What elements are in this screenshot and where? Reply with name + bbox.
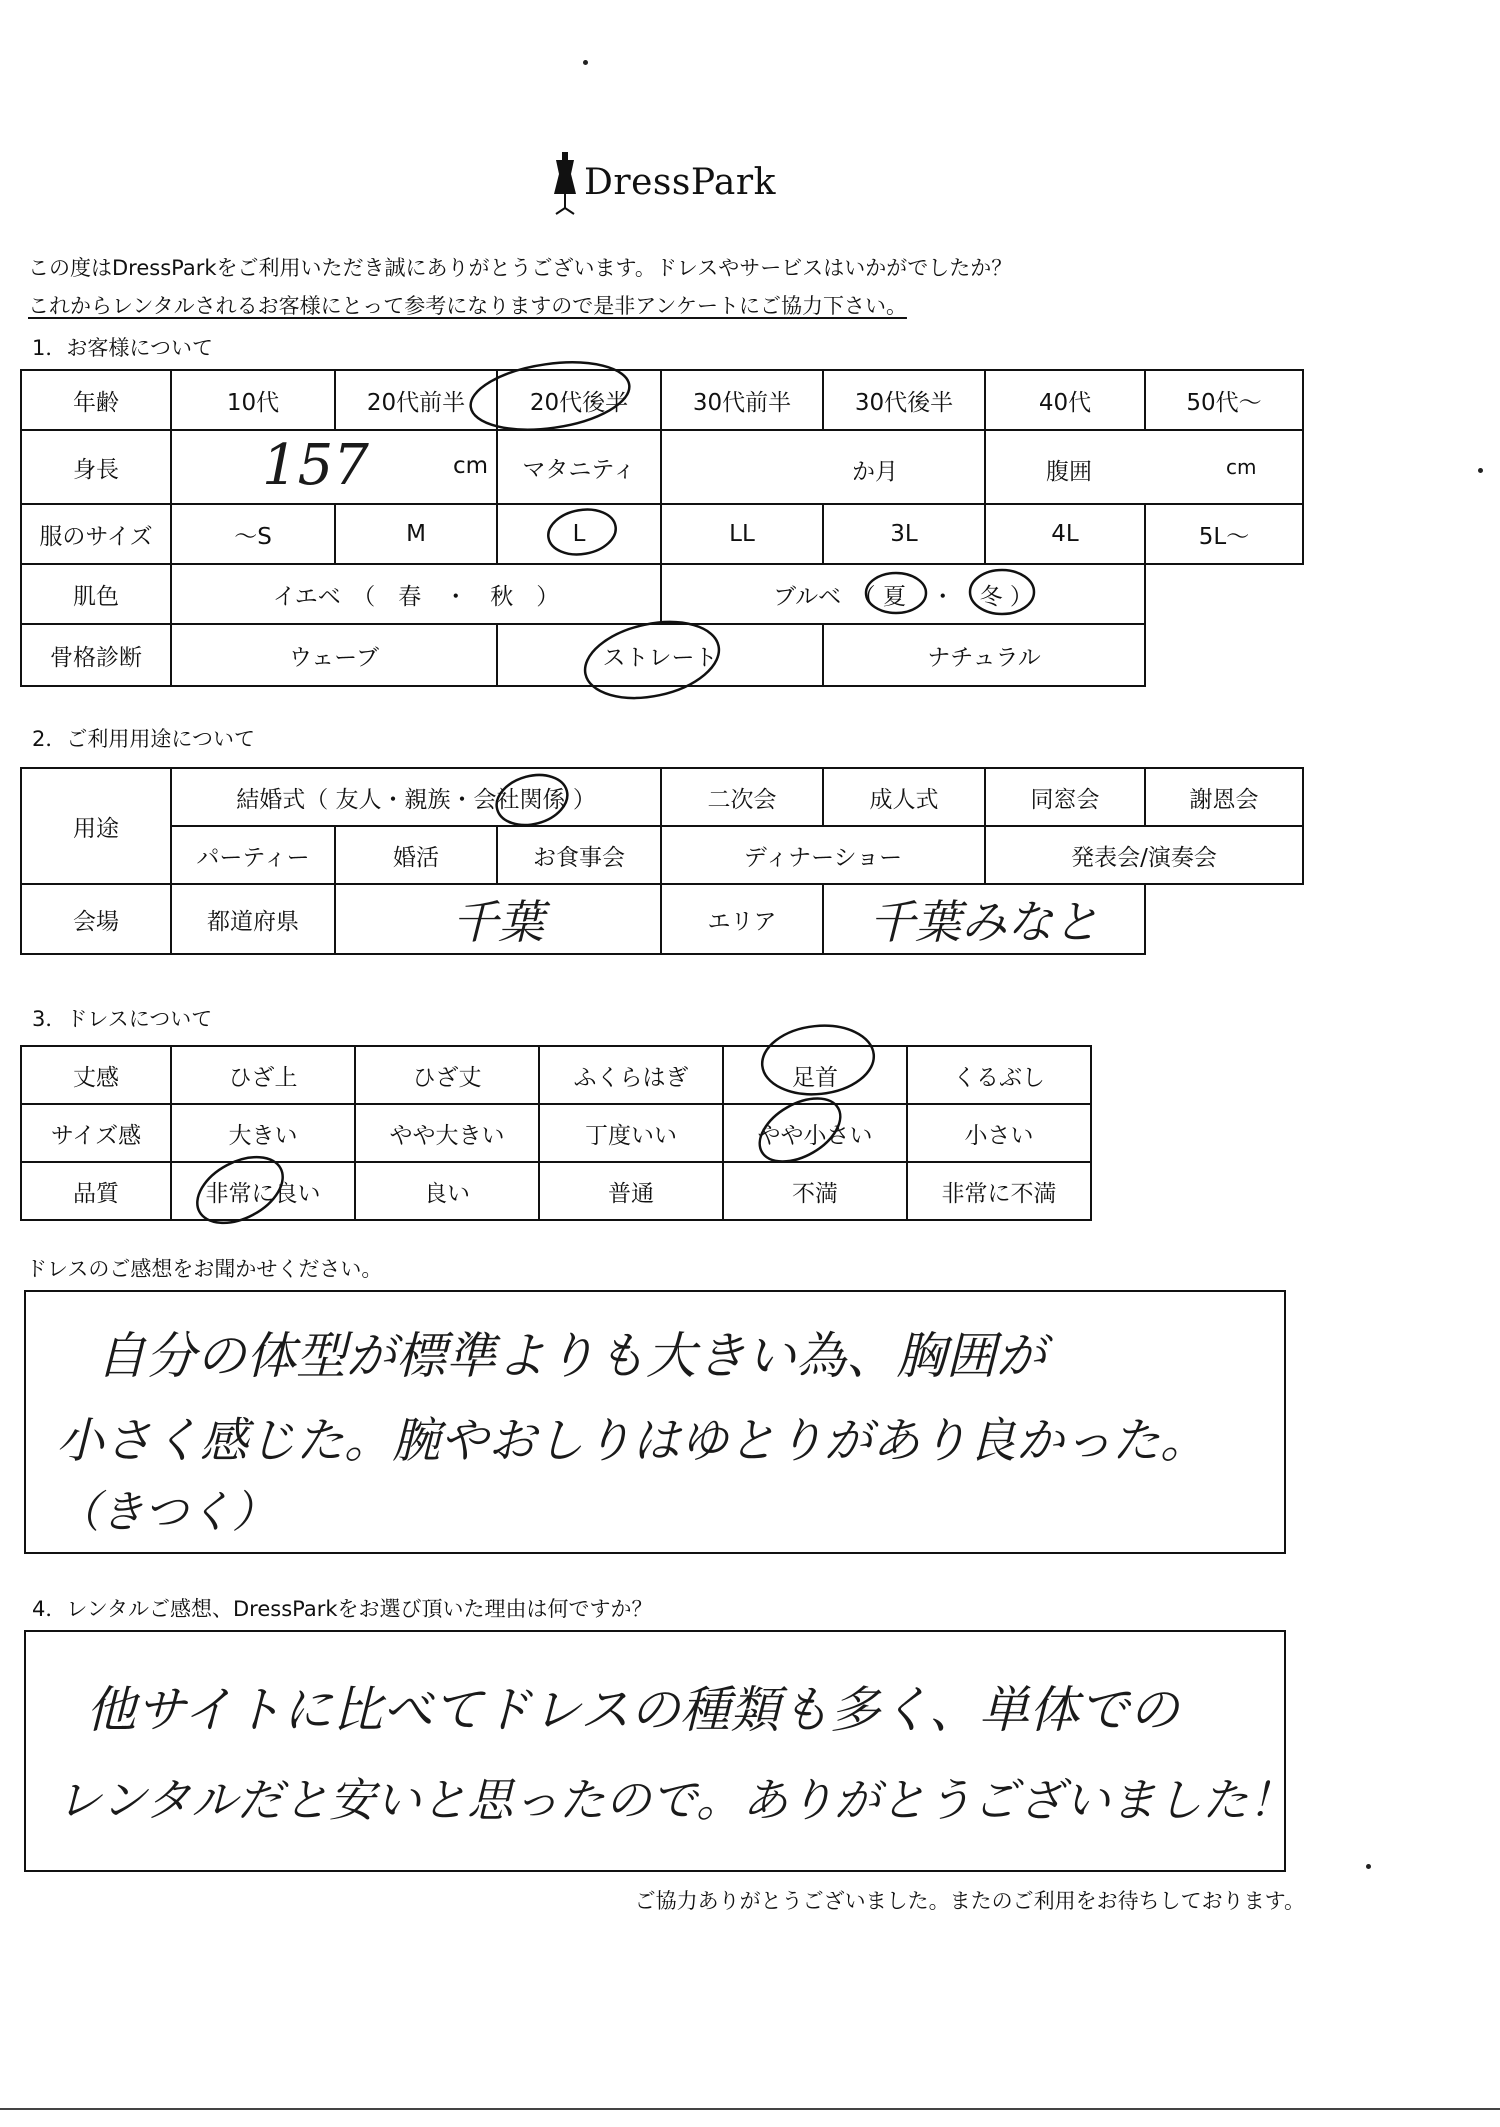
length-row — [21, 1046, 1091, 1104]
section1-title: 1．お客様について — [32, 336, 213, 360]
scan-speck — [1366, 1864, 1371, 1869]
maternity-field[interactable] — [661, 430, 985, 504]
option[interactable]: 小さい — [907, 1104, 1091, 1162]
venue-label: 会場 — [21, 884, 171, 954]
rental-comment-box[interactable] — [24, 1630, 1295, 1872]
frame-row — [21, 624, 1303, 686]
height-value: 157 — [262, 433, 369, 498]
yellow-base-option[interactable]: イエベ （ 春 ・ 秋 ） — [171, 564, 661, 624]
size-option-selected[interactable]: L — [497, 504, 661, 564]
option[interactable]: 大きい — [171, 1104, 355, 1162]
waist-unit: cm — [1226, 455, 1257, 479]
age-option-selected[interactable]: 20代後半 — [497, 370, 661, 430]
height-label: 身長 — [21, 430, 171, 504]
section2-title: 2．ご利用用途について — [32, 727, 255, 751]
quality-row — [21, 1162, 1091, 1220]
maternity-label: マタニティ — [497, 430, 661, 504]
age-option[interactable]: 30代後半 — [823, 370, 985, 430]
option[interactable]: 丁度いい — [539, 1104, 723, 1162]
intro-line-2: これからレンタルされるお客様にとって参考になりますので是非アンケートにご協力下さい。 — [28, 294, 907, 318]
age-option[interactable]: 20代前半 — [335, 370, 497, 430]
blue-winter-selected[interactable]: 冬 — [979, 583, 1003, 610]
fit-row — [21, 1104, 1091, 1162]
bottom-divider — [0, 2108, 1500, 2110]
blue-summer-selected[interactable]: 夏 — [882, 583, 906, 610]
dress-table — [20, 1045, 1092, 1221]
option[interactable]: くるぶし — [907, 1046, 1091, 1104]
section4-title: 4．レンタルご感想、DressParkをお選び頂いた理由は何ですか？ — [32, 1597, 653, 1621]
purpose-option[interactable]: お食事会 — [497, 826, 661, 884]
size-option[interactable]: 5L～ — [1145, 504, 1303, 564]
skin-label: 肌色 — [21, 564, 171, 624]
option-selected[interactable]: 非常に良い — [171, 1162, 355, 1220]
empty-cell — [1145, 624, 1303, 686]
height-row — [21, 430, 1303, 504]
closing-message: ご協力ありがとうございました。またのご利用をお待ちしております。 — [634, 1889, 1305, 1913]
row-label: 丈感 — [21, 1046, 171, 1104]
option-selected[interactable]: 足首 — [723, 1046, 907, 1104]
option[interactable]: ひざ上 — [171, 1046, 355, 1104]
waist-label: 腹囲 — [1046, 459, 1092, 485]
purpose-label: 用途 — [21, 768, 171, 884]
area-label: エリア — [661, 884, 823, 954]
comment-line: （きつく） — [56, 1487, 276, 1538]
comment-line: レンタルだと安いと思ったので。ありがとうございました！ — [56, 1773, 1295, 1827]
row-label: 品質 — [21, 1162, 171, 1220]
purpose-option[interactable]: パーティー — [171, 826, 335, 884]
size-row — [21, 504, 1303, 564]
intro-line-1: この度はDressParkをご利用いただき誠にありがとうございます。ドレスやサービスはいかがでしたか？ — [28, 256, 1013, 280]
frame-label: 骨格診断 — [21, 624, 171, 686]
size-option[interactable]: M — [335, 504, 497, 564]
area-value[interactable]: 千葉みなと — [823, 884, 1145, 954]
empty-cell — [1145, 884, 1303, 954]
row-label: サイズ感 — [21, 1104, 171, 1162]
size-option[interactable]: ～S — [171, 504, 335, 564]
section3-title: 3．ドレスについて — [32, 1007, 213, 1031]
waist-field[interactable] — [985, 430, 1303, 504]
dress-comment-box[interactable] — [24, 1290, 1286, 1554]
purpose-option[interactable]: ディナーショー — [661, 826, 985, 884]
option[interactable]: 不満 — [723, 1162, 907, 1220]
option[interactable]: やや大きい — [355, 1104, 539, 1162]
size-label: 服のサイズ — [21, 504, 171, 564]
age-label: 年齢 — [21, 370, 171, 430]
option-selected[interactable]: やや小さい — [723, 1104, 907, 1162]
purpose-option[interactable]: 二次会 — [661, 768, 823, 826]
frame-option[interactable]: ウェーブ — [171, 624, 497, 686]
height-unit: cm — [452, 453, 488, 479]
comment-line: 小さく感じた。腕やおしりはゆとりがあり良かった。 — [56, 1413, 1209, 1469]
option[interactable]: 普通 — [539, 1162, 723, 1220]
dress-form-icon — [548, 152, 582, 218]
option[interactable]: ひざ丈 — [355, 1046, 539, 1104]
purpose-option[interactable]: 発表会/演奏会 — [985, 826, 1303, 884]
age-row — [21, 370, 1303, 430]
age-option[interactable]: 40代 — [985, 370, 1145, 430]
brand-name: DressPark — [584, 162, 776, 203]
scan-speck — [1478, 468, 1483, 473]
dress-comment-prompt: ドレスのご感想をお聞かせください。 — [26, 1257, 383, 1281]
pref-label: 都道府県 — [171, 884, 335, 954]
age-option[interactable]: 10代 — [171, 370, 335, 430]
size-option[interactable]: 4L — [985, 504, 1145, 564]
purpose-option[interactable]: 謝恩会 — [1145, 768, 1303, 826]
comment-line: 他サイトに比べてドレスの種類も多く、単体での — [86, 1681, 1179, 1739]
purpose-option[interactable]: 成人式 — [823, 768, 985, 826]
age-option[interactable]: 30代前半 — [661, 370, 823, 430]
frame-option[interactable]: ナチュラル — [823, 624, 1145, 686]
blue-sep: ・ — [931, 583, 955, 610]
blue-prefix: ブルベ （ — [773, 583, 876, 610]
purpose-option[interactable]: 婚活 — [335, 826, 497, 884]
blue-base-option[interactable] — [661, 564, 1145, 624]
pref-value[interactable]: 千葉 — [335, 884, 661, 954]
wedding-option[interactable]: 結婚式（ 友人・親族・会社関係 ） — [171, 768, 661, 826]
months-unit: か月 — [852, 459, 898, 485]
option[interactable]: 良い — [355, 1162, 539, 1220]
empty-cell — [1145, 564, 1303, 624]
skin-row — [21, 564, 1303, 624]
size-option[interactable]: 3L — [823, 504, 985, 564]
option[interactable]: ふくらはぎ — [539, 1046, 723, 1104]
comment-line: 自分の体型が標準よりも大きい為、胸囲が — [96, 1327, 1046, 1385]
frame-option-selected[interactable]: ストレート — [497, 624, 823, 686]
age-option[interactable]: 50代～ — [1145, 370, 1303, 430]
blue-suffix: ） — [1009, 583, 1033, 610]
height-field[interactable] — [171, 430, 497, 504]
purpose-option[interactable]: 同窓会 — [985, 768, 1145, 826]
option[interactable]: 非常に不満 — [907, 1162, 1091, 1220]
purpose-table — [20, 767, 1304, 955]
brand-logo — [548, 150, 788, 220]
customer-table — [20, 369, 1304, 687]
size-option[interactable]: LL — [661, 504, 823, 564]
scan-speck — [583, 60, 588, 65]
